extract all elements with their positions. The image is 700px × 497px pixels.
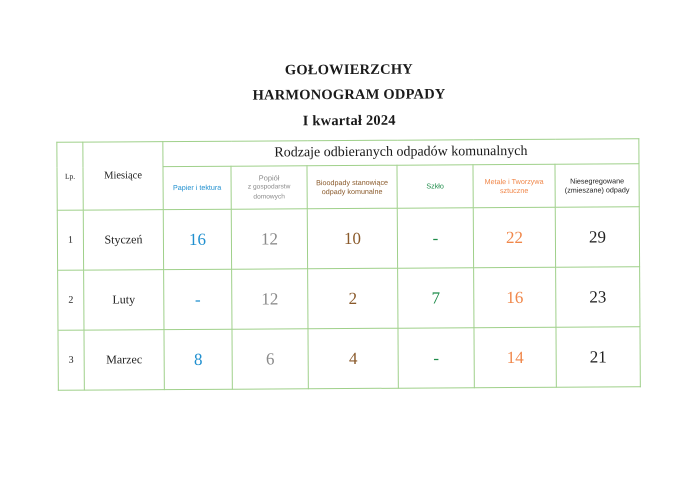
paper-day: 8 <box>164 329 232 389</box>
paper-day: - <box>164 269 232 329</box>
header-glass: Szkło <box>397 165 473 208</box>
ash-day: 12 <box>231 209 307 269</box>
header-ash-main: Popiół <box>258 173 280 183</box>
month-cell: Marzec <box>84 330 164 390</box>
row-number: 1 <box>57 210 83 270</box>
table-row <box>58 267 640 331</box>
bio-day: 10 <box>307 208 397 269</box>
ash-day: 12 <box>232 269 308 329</box>
month-cell: Styczeń <box>83 210 163 270</box>
header-bio: Bioodpady stanowiące odpady komunalne <box>307 165 397 209</box>
waste-schedule-table <box>56 138 641 391</box>
mixed-day: 23 <box>556 267 640 328</box>
month-header: Miesiące <box>83 142 163 210</box>
metal-day: 22 <box>473 207 555 267</box>
glass-day: 7 <box>398 268 474 328</box>
table-row <box>57 207 639 271</box>
header-paper: Papier i tektura <box>163 166 231 209</box>
quarter-title: I kwartał 2024 <box>302 112 396 130</box>
header-metal: Metale i Tworzywa sztuczne <box>473 164 555 208</box>
metal-day: 16 <box>474 267 556 327</box>
location-title: GOŁOWIERZCHY <box>284 61 413 79</box>
mixed-day: 21 <box>556 327 640 388</box>
bio-day: 2 <box>308 268 398 329</box>
header-ash-sub: z gospodarstw domowych <box>247 183 291 201</box>
waste-types-header: Rodzaje odbieranych odpadów komunalnych <box>163 139 639 167</box>
row-number: 3 <box>58 330 84 390</box>
paper-day: 16 <box>163 209 231 269</box>
bio-day: 4 <box>308 328 398 389</box>
month-cell: Luty <box>84 270 164 330</box>
glass-day: - <box>397 208 473 268</box>
header-mixed: Niesegregowane (zmieszane) odpady <box>555 164 639 208</box>
ash-day: 6 <box>232 329 308 389</box>
metal-day: 14 <box>474 327 556 387</box>
row-number: 2 <box>58 270 84 330</box>
table-row <box>58 327 640 391</box>
schedule-title: HARMONOGRAM ODPADY <box>252 86 446 104</box>
header-ash <box>231 166 307 209</box>
glass-day: - <box>398 328 474 388</box>
lp-header: Lp. <box>57 142 83 210</box>
mixed-day: 29 <box>555 207 639 268</box>
